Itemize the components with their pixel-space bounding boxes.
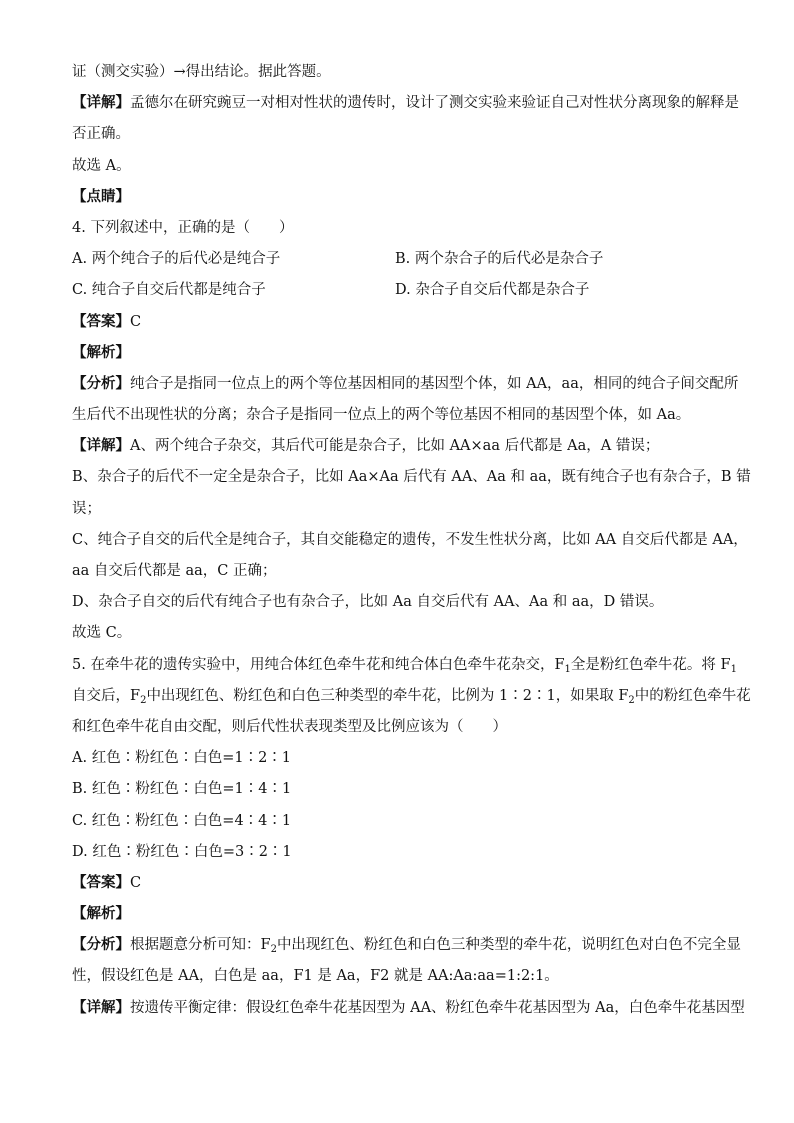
text-line: C、纯合子自交的后代全是纯合子，其自交能稳定的遗传，不发生性状分离，比如 AA 自交后代都是 AA， — [72, 531, 748, 548]
fenxi-tag: 【分析】 — [72, 936, 130, 954]
section-tag — [72, 187, 722, 207]
option-a: A. 两个纯合子的后代必是纯合子 — [72, 251, 281, 268]
conclusion-line: 故选 C。 — [72, 625, 132, 642]
text-span: 全是粉红色牵牛花。将 F — [570, 656, 731, 673]
text-line: B、杂合子的后代不一定全是杂合子，比如 Aa×Aa 后代有 AA、Aa 和 aa，既有纯合子也有杂合子，B 错 — [72, 469, 751, 486]
option-c: C. 纯合子自交后代都是纯合子 — [72, 282, 266, 299]
option-row — [72, 249, 722, 269]
text-line — [72, 374, 739, 394]
analysis-tag: 【解析】 — [72, 343, 130, 361]
answer-line — [72, 312, 722, 332]
text-span: 纯合子是指同一位点上的两个等位基因相同的基因型个体，如 AA，aa，相同的纯合子间交配所 — [130, 375, 739, 392]
text-span: 中的粉红色牵牛花 — [634, 687, 751, 704]
question-stem: 4. 下列叙述中，正确的是（ ） — [72, 219, 294, 236]
text-line: 证（测交实验）→得出结论。据此答题。 — [72, 64, 331, 80]
option-row — [72, 280, 722, 300]
xiangjie-tag: 【详解】 — [72, 437, 130, 455]
option-a: A. 红色∶粉红色∶白色=1∶2∶1 — [72, 750, 292, 767]
text-line — [72, 436, 722, 456]
option-d: D. 红色∶粉红色∶白色=3∶2∶1 — [72, 843, 292, 860]
analysis-heading — [72, 343, 722, 363]
text-span: 孟德尔在研究豌豆一对相对性状的遗传时，设计了测交实验来验证自己对性状分离现象的解释是 — [130, 95, 739, 112]
document-page — [72, 62, 751, 1029]
question-stem — [72, 686, 751, 706]
option-c: C. 红色∶粉红色∶白色=4∶4∶1 — [72, 812, 292, 829]
option-d: D. 杂合子自交后代都是杂合子 — [395, 282, 590, 299]
subscript: 2 — [628, 694, 635, 706]
text-span: 按遗传平衡定律：假设红色牵牛花基因型为 AA、粉红色牵牛花基因型为 Aa，白色牵牛花基因型 — [130, 999, 745, 1016]
option-b: B. 红色∶粉红色∶白色=1∶4∶1 — [72, 781, 292, 798]
subscript: 1 — [564, 663, 571, 675]
option-b: B. 两个杂合子的后代必是杂合子 — [395, 251, 604, 268]
subscript: 2 — [140, 694, 147, 706]
subscript: 1 — [730, 663, 737, 675]
text-span: 中出现红色、粉红色和白色三种类型的牵牛花，说明红色对白色不完全显 — [276, 937, 741, 954]
text-span: 中出现红色、粉红色和白色三种类型的牵牛花，比例为 1∶2∶1，如果取 F — [146, 687, 629, 704]
text-line: 生后代不出现性状的分离；杂合子是指同一位点上的两个等位基因不相同的基因型个体，如 Aa。 — [72, 407, 691, 424]
text-line — [72, 93, 739, 113]
section-tag: 【详解】 — [72, 94, 130, 112]
answer-value: C — [130, 874, 142, 891]
text-line — [72, 998, 745, 1018]
analysis-tag: 【解析】 — [72, 905, 130, 923]
subscript: 2 — [270, 944, 277, 956]
question-stem — [72, 655, 737, 675]
question-stem: 和红色牵牛花自由交配，则后代性状表现类型及比例应该为（ ） — [72, 718, 507, 735]
answer-line — [72, 873, 722, 893]
section-tag-label: 【点睛】 — [72, 187, 130, 205]
text-line: 故选 A。 — [72, 157, 131, 174]
text-line: 否正确。 — [72, 126, 130, 143]
text-line: 性，假设红色是 AA，白色是 aa，F1 是 Aa，F2 就是 AA:Aa:aa=1:2:1。 — [72, 968, 559, 985]
analysis-heading — [72, 904, 722, 924]
text-span: 5. 在牵牛花的遗传实验中，用纯合体红色牵牛花和纯合体白色牵牛花杂交，F — [72, 656, 565, 673]
text-span: A、两个纯合子杂交，其后代可能是杂合子，比如 AA×aa 后代都是 Aa，A 错误； — [130, 438, 660, 455]
text-line: aa 自交后代都是 aa，C 正确； — [72, 563, 277, 579]
text-line: D、杂合子自交的后代有纯合子也有杂合子，比如 Aa 自交后代有 AA、Aa 和 aa，D 错误。 — [72, 594, 664, 611]
text-span: 根据题意分析可知：F — [130, 937, 271, 954]
xiangjie-tag: 【详解】 — [72, 998, 130, 1016]
text-span: 自交后，F — [72, 687, 141, 704]
answer-value: C — [130, 313, 142, 330]
fenxi-tag: 【分析】 — [72, 374, 130, 392]
answer-tag: 【答案】 — [72, 312, 130, 330]
text-line: 误； — [72, 500, 101, 517]
text-line — [72, 935, 741, 956]
answer-tag: 【答案】 — [72, 873, 130, 891]
